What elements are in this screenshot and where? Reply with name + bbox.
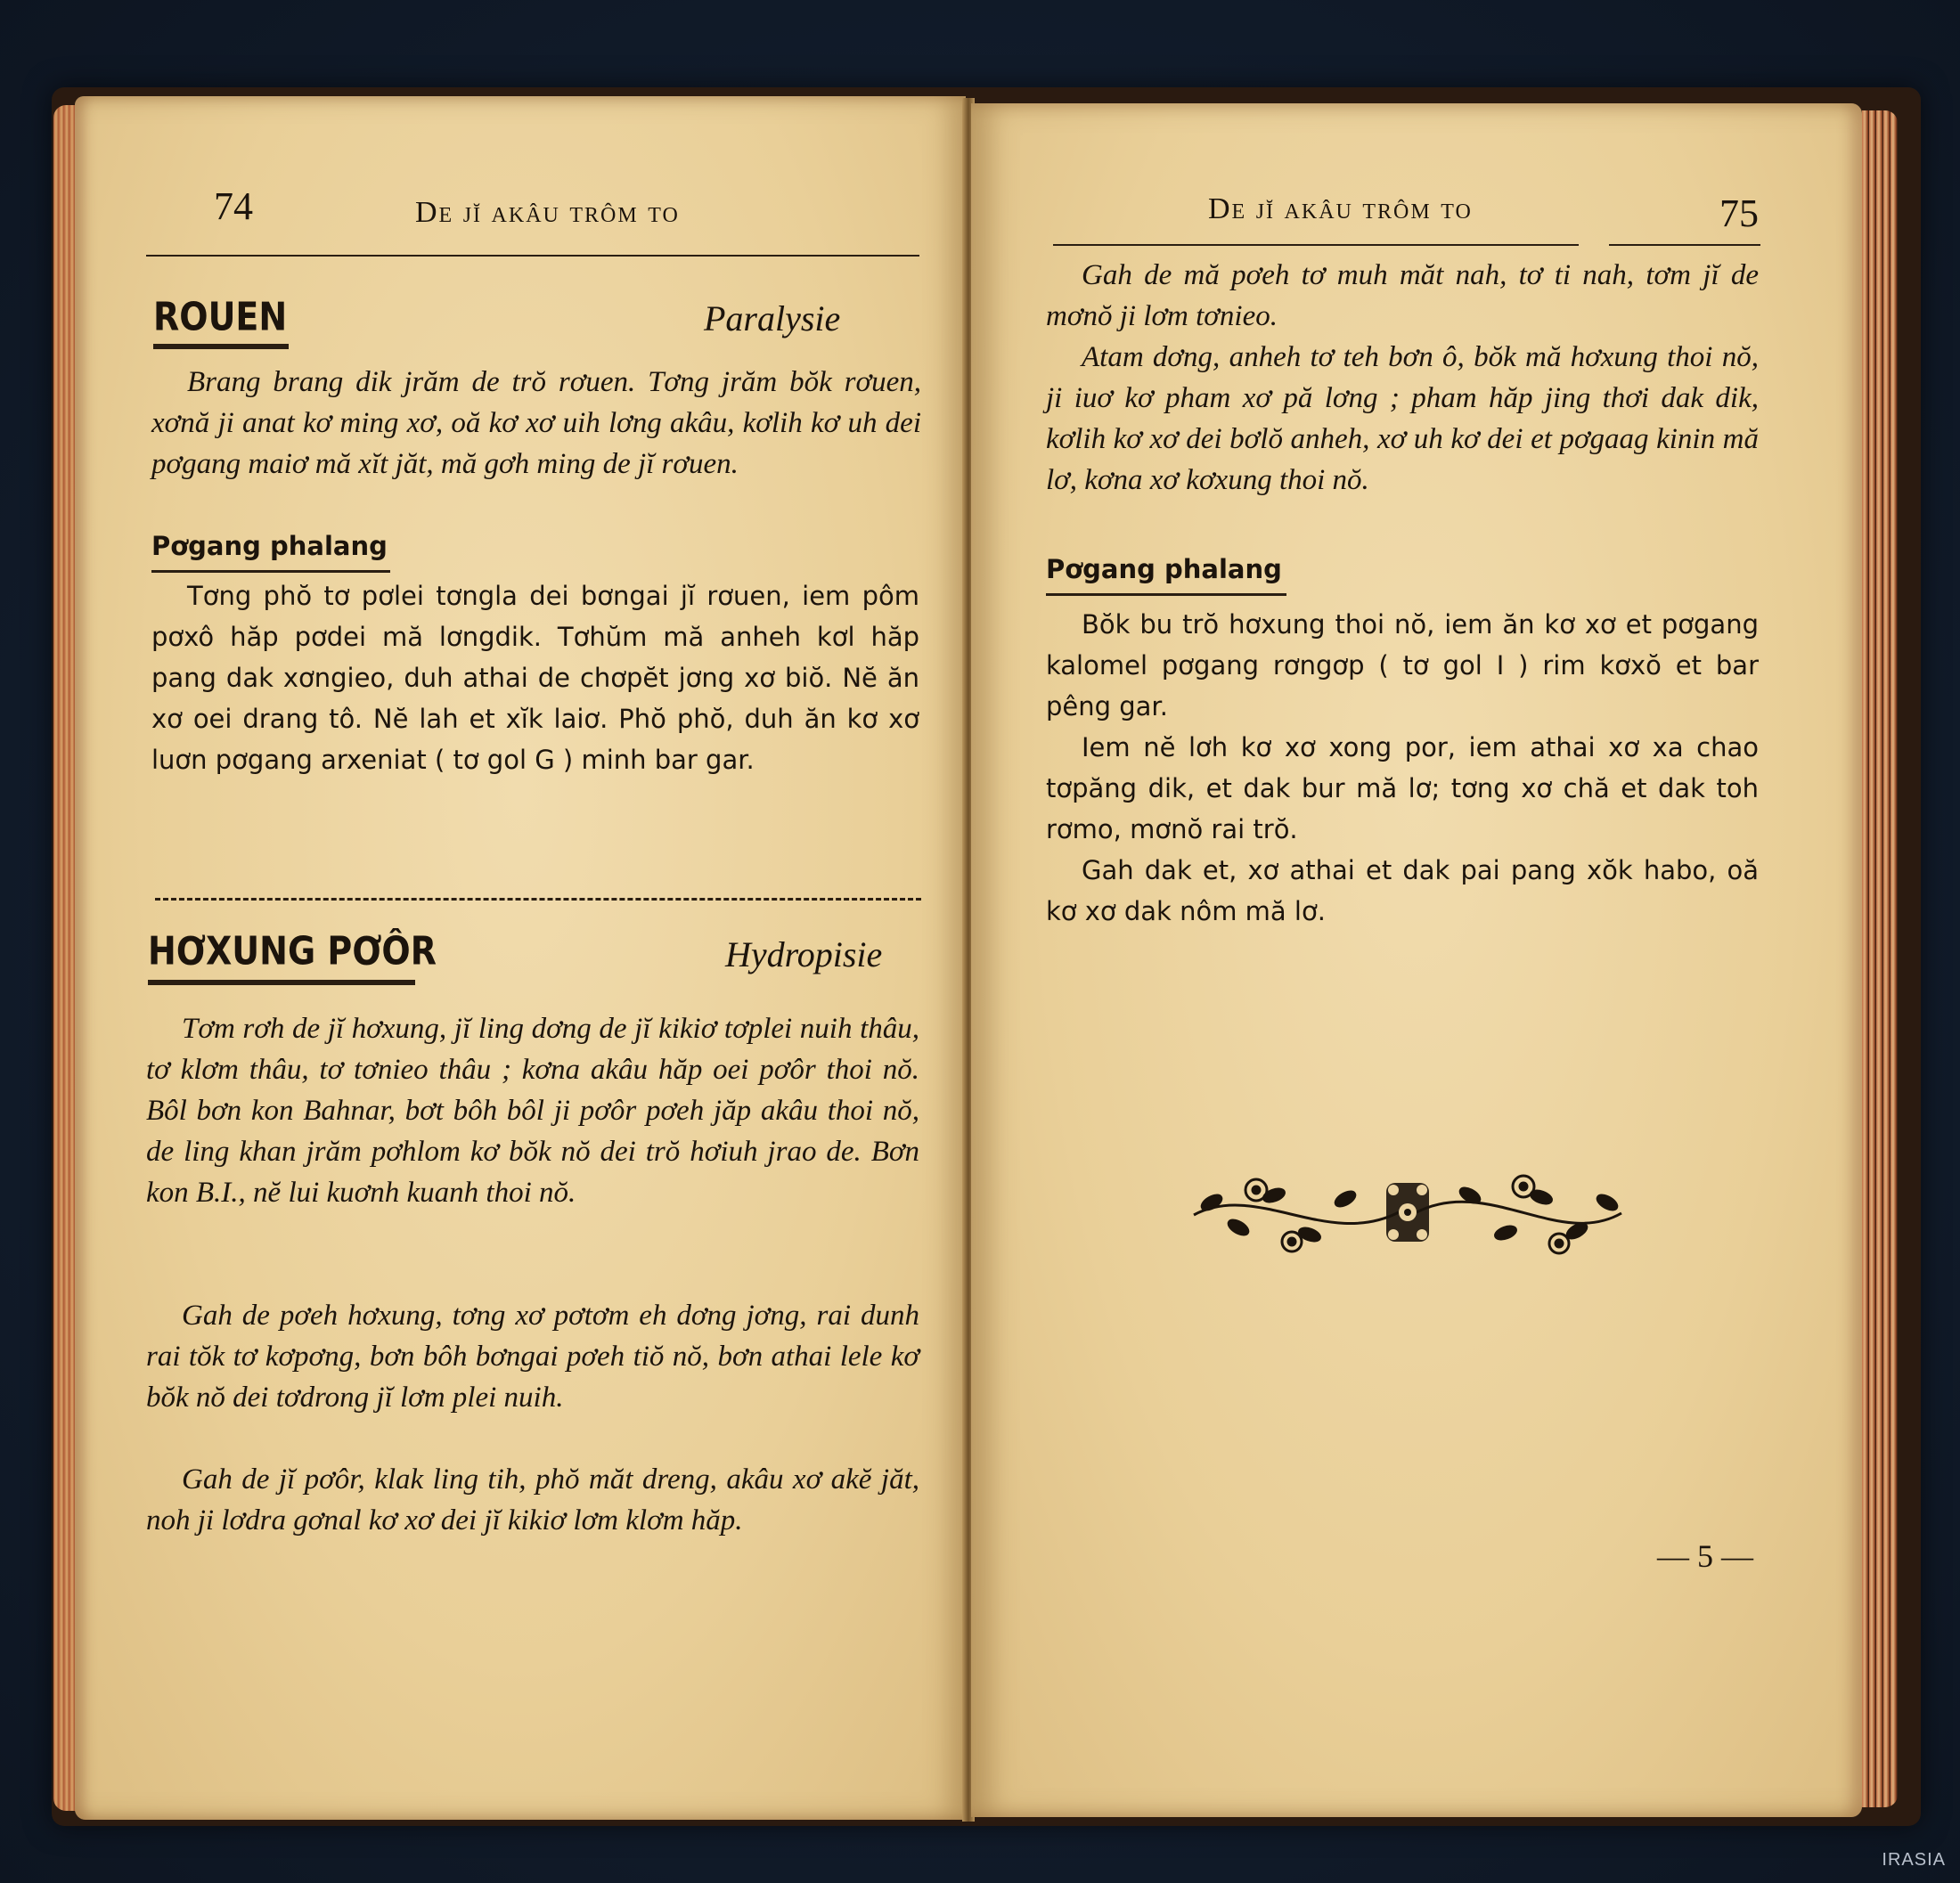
latin-term-paralysie: Paralysie	[704, 298, 841, 338]
section-heading-hoxung-poor: HƠXUNG PƠÔR	[148, 928, 437, 974]
left-page-number: 74	[214, 184, 253, 228]
left-running-title: De jĭ akâu trôm to	[415, 196, 680, 229]
drinking-advice: Gah dak et, xơ athai et dak pai pang xŏk habo, oă kơ xơ dak nôm mă lơ.	[1046, 855, 1759, 926]
right-running-title: De jĭ akâu trôm to	[1208, 192, 1473, 225]
face-swelling-paragraph: Gah de mă pơeh tơ muh măt nah, tơ ti nah, tơm jĭ de mơnŏ ji lơm tơnieo.	[1046, 259, 1759, 332]
left-header-rule	[146, 255, 919, 257]
rouen-description: Brang brang dik jrăm de trŏ rơuen. Tơng jrăm bŏk rơuen, xơnă ji anat kơ ming xơ, oă kơ xơ uih lơng akâu, kơlih kơ uh dei pơgang maiơ mă xĭt jăt, mă gơh ming de jĭ rơuen.	[151, 366, 921, 480]
right-page-number: 75	[1719, 192, 1759, 235]
latin-term-hydropisie: Hydropisie	[725, 934, 883, 974]
malaria-swelling-paragraph: Atam dơng, anheh tơ teh bơn ô, bŏk mă hơxung thoi nŏ, ji iuơ kơ pham xơ pă lơng ; pham hăp jing thơi dak dik, kơlih kơ xơ dei bơlŏ anheh, xơ uh kơ dei et pơgaag kinin mă lơ, kơna xơ kơxung thoi nŏ.	[1046, 341, 1759, 496]
subheading-underline	[151, 570, 390, 573]
kalomel-remedy: Bŏk bu trŏ hơxung thoi nŏ, iem ăn kơ xơ et pơgang kalomel pơgang rơngơp ( tơ gol I ) rim kơxŏ et bar pêng gar.	[1046, 609, 1759, 721]
remedy-subheading: Pơgang phalang	[151, 531, 388, 561]
heading-underline	[153, 344, 289, 349]
remedy-subheading: Pơgang phalang	[1046, 554, 1282, 584]
rouen-remedy: Tơng phŏ tơ pơlei tơngla dei bơngai jĭ rơuen, iem pôm pơxô hăp pơdei mă lơngdik. Tơhŭm mă anheh kơl hăp pang dak xơngieo, duh athai de chơpĕt jơng xơ biŏ. Nĕ ăn xơ oei drang tô. Nĕ lah et xĭk laiơ. Phŏ phŏ, duh ăn kơ xơ luơn pơgang arxeniat ( tơ gol G ) minh bar gar.	[151, 581, 919, 775]
floral-ornament-icon	[1176, 1163, 1639, 1261]
watermark: IRASIA	[1882, 1850, 1946, 1870]
signature-mark: — 5 —	[1657, 1538, 1753, 1574]
right-page	[971, 103, 1862, 1817]
heading-underline	[148, 980, 415, 985]
subheading-underline	[1046, 593, 1286, 596]
hoxung-swelling-paragraph: Gah de pơeh hơxung, tơng xơ pơtơm eh dơng jơng, rai dunh rai tŏk tơ kơpơng, bơn bôh bơngai pơeh tiŏ nŏ, bơn athai lele kơ bŏk nŏ dei tơdrong jĭ lơm plei nuih.	[146, 1300, 919, 1414]
left-page	[75, 96, 966, 1820]
poor-paragraph: Gah de jĭ pơôr, klak ling tih, phŏ măt dreng, akâu xơ akĕ jăt, noh ji lơdra gơnal kơ xơ dei jĭ kikiơ lơm klơm hăp.	[146, 1463, 919, 1537]
right-header-rule-short	[1609, 244, 1760, 246]
right-header-rule	[1053, 244, 1579, 246]
section-heading-rouen: ROUEN	[153, 294, 288, 339]
hoxung-description: Tơm rơh de jĭ hơxung, jĭ ling dơng de jĭ kikiơ tơplei nuih thâu, tơ klơm thâu, tơ tơnieo thâu ; kơna akâu hăp oei pơôr thoi nŏ. Bôl bơn kon Bahnar, bơt bôh bôl ji pơôr pơeh jăp akâu thoi nŏ, de ling khan jrăm pơhlom kơ bŏk nŏ dei trŏ hơiuh jrao de. Bơn kon B.I., nĕ lui kuơnh kuanh thoi nŏ.	[146, 1013, 919, 1209]
diet-advice: Iem nĕ lơh kơ xơ xong por, iem athai xơ xa chao tơpăng dik, et dak bur mă lơ; tơng xơ chă et dak toh rơmo, mơnŏ rai trŏ.	[1046, 732, 1759, 844]
section-divider	[155, 898, 921, 901]
